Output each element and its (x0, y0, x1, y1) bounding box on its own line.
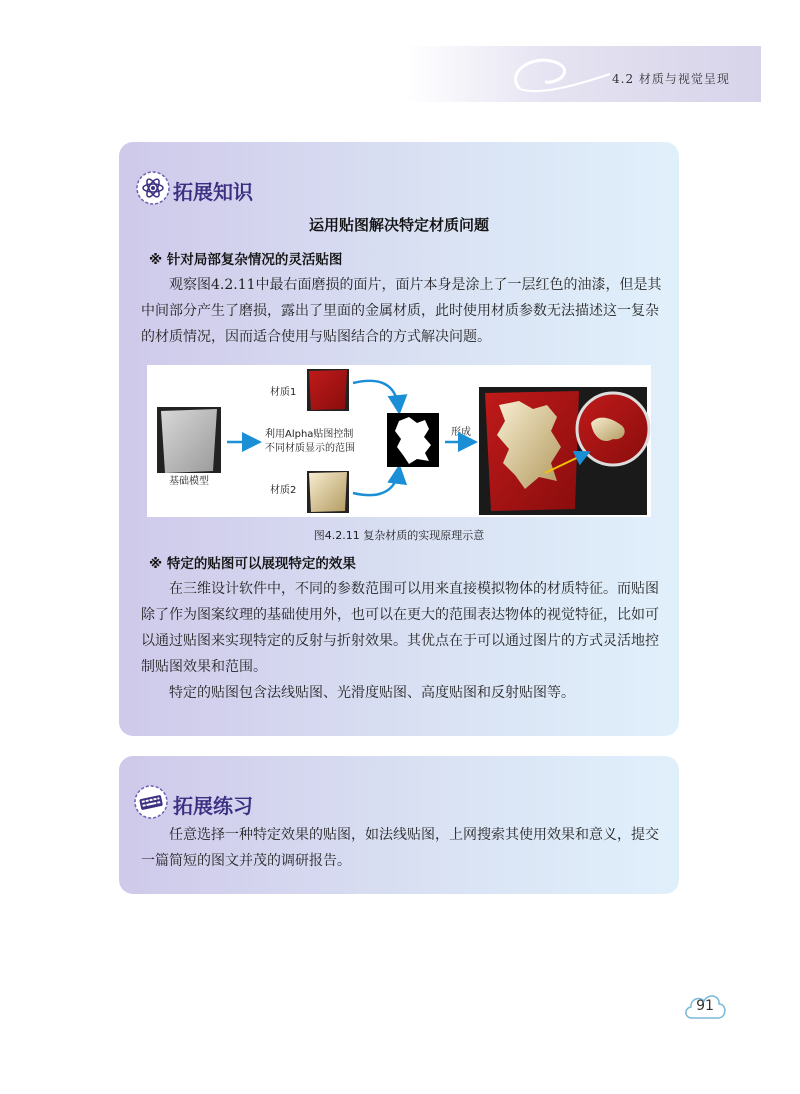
extension-practice-box (119, 756, 679, 894)
alpha-label-line2: 不同材质显示的范围 (265, 443, 355, 454)
section-header: 4.2 材质与视觉呈现 (612, 72, 730, 86)
material1-plane (309, 370, 347, 410)
paragraph-3d-software: 在三维设计软件中，不同的参数范围可以用来直接模拟物体的材质特征。而贴图除了作为图案纹理的基础使用外，也可以在更大的范围表达物体的视觉特征，比如可以通过贴图来实现特定的反射与折射效果。其优点在于可以通过图片的方式灵活地控制贴图效果和范围。 (141, 581, 659, 675)
result-label: 形成 (451, 427, 471, 438)
keyboard-icon (133, 784, 169, 820)
base-model-plane (161, 409, 217, 473)
paragraph-practice: 任意选择一种特定效果的贴图，如法线贴图，上网搜索其使用效果和意义，提交一篇简短的图文并茂的调研报告。 (141, 827, 659, 869)
extension-knowledge-box (119, 142, 679, 736)
subheading-flexible-map: ※ 针对局部复杂情况的灵活贴图 (149, 252, 343, 268)
alpha-label-line1: 利用Alpha贴图控制 (265, 429, 354, 440)
material-diagram (147, 365, 651, 517)
extension-knowledge-title: 拓展知识 (173, 180, 253, 204)
figure-4-2-11 (147, 365, 651, 517)
subheading-specific-map: ※ 特定的贴图可以展现特定的效果 (149, 556, 356, 572)
extension-practice-title: 拓展练习 (173, 794, 253, 818)
page-number: 91 (696, 998, 714, 1014)
material2-label: 材质2 (270, 485, 297, 496)
paragraph-observe: 观察图4.2.11中最右面磨损的面片，面片本身是涂上了一层红色的油漆，但是其中间部分产生了磨损，露出了里面的金属材质，此时使用材质参数无法描述这一复杂的材质情况，因而适合使用与贴图结合的方式解决问题。 (141, 277, 662, 345)
knowledge-icon (135, 170, 171, 206)
header-swirl-icon (500, 44, 620, 104)
material2-plane (309, 472, 347, 512)
base-model-label: 基础模型 (169, 476, 209, 487)
material1-label: 材质1 (270, 387, 297, 398)
figure-caption: 图4.2.11 复杂材质的实现原理示意 (313, 529, 485, 542)
paragraph-map-types: 特定的贴图包含法线贴图、光滑度贴图、高度贴图和反射贴图等。 (169, 685, 575, 701)
section-heading: 运用贴图解决特定材质问题 (308, 216, 489, 234)
